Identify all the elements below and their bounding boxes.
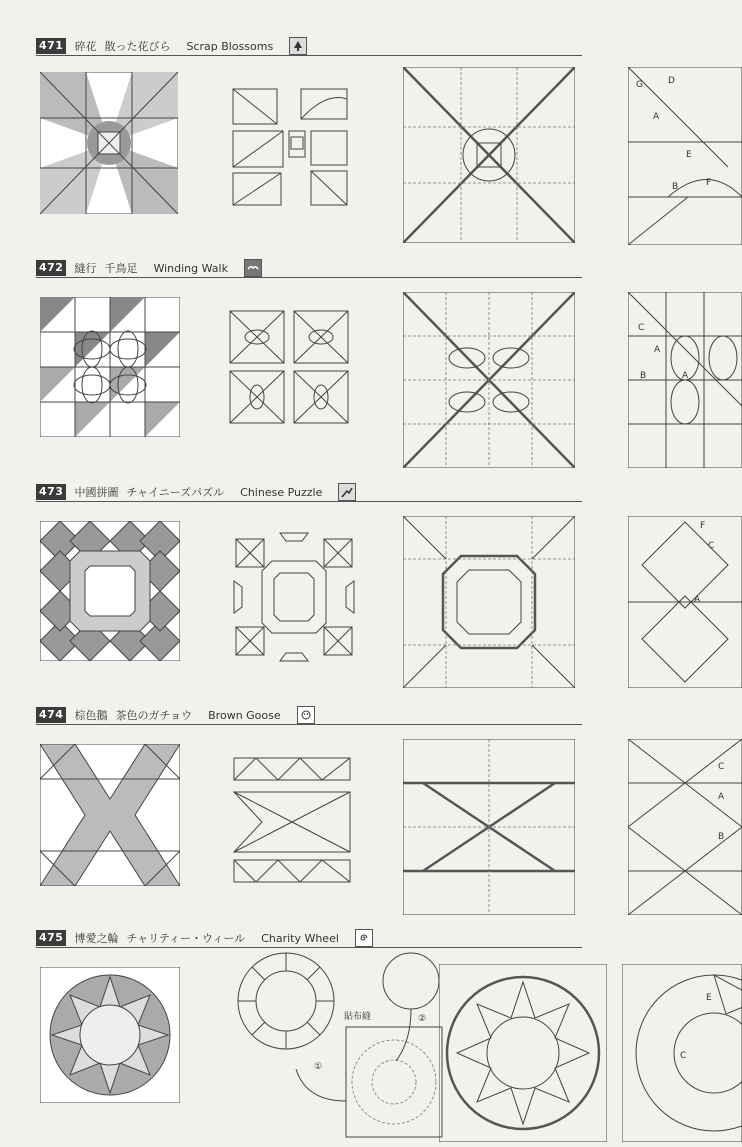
- section-474: [36, 706, 742, 842]
- block-exploded-view: [232, 756, 352, 884]
- block-template-view: [403, 292, 575, 468]
- piece-label: E: [686, 150, 692, 160]
- piece-label: B: [640, 371, 647, 381]
- figures-475: [36, 929, 742, 1139]
- piece-label: B: [672, 182, 679, 192]
- english-name: Brown Goose: [208, 708, 281, 722]
- piece-label: C: [718, 762, 725, 772]
- piece-label: D: [668, 76, 675, 86]
- block-pattern-pieces: [628, 292, 742, 468]
- piece-label: F: [706, 178, 712, 188]
- pattern-number: 475: [36, 930, 66, 946]
- piece-label: B: [718, 832, 725, 842]
- english-name: Scrap Blossoms: [186, 39, 274, 53]
- block-exploded-view: [231, 87, 351, 207]
- figures-473: [36, 483, 742, 693]
- section-471: [36, 37, 742, 192]
- step-marker: ①: [314, 1062, 323, 1072]
- block-colored-view: [40, 72, 178, 214]
- english-name: Charity Wheel: [261, 931, 339, 945]
- block-template-view: [403, 516, 575, 688]
- block-colored-view: [40, 967, 180, 1103]
- piece-label: C: [708, 541, 715, 551]
- figures-474: [36, 706, 742, 916]
- block-pattern-pieces: [628, 516, 742, 688]
- block-colored-view: [40, 297, 180, 437]
- block-applique-steps: [196, 951, 446, 1141]
- block-colored-view: [40, 744, 180, 886]
- piece-label: A: [654, 345, 661, 355]
- piece-label: F: [700, 521, 706, 531]
- japanese-name: チャイニーズパズル: [126, 486, 225, 499]
- japanese-name: チャリティー・ウィール: [126, 932, 246, 945]
- block-pattern-pieces: [628, 67, 742, 245]
- chinese-title: 博愛之輪: [74, 932, 119, 945]
- section-473: [36, 483, 742, 605]
- piece-label: A: [653, 112, 660, 122]
- chinese-title: 棕色鵝: [74, 709, 108, 722]
- figures-471: [36, 37, 742, 247]
- applique-note: 貼布縫: [344, 1012, 372, 1022]
- section-472: [36, 259, 742, 381]
- block-template-view: [403, 739, 575, 915]
- pattern-number: 471: [36, 38, 66, 54]
- piece-label: E: [706, 993, 712, 1003]
- japanese-name: 茶色のガチョウ: [115, 709, 193, 722]
- piece-label: G: [636, 80, 643, 90]
- step-marker: ②: [418, 1014, 427, 1024]
- japanese-name: 千鳥足: [104, 262, 138, 275]
- section-475: [36, 929, 742, 1072]
- chinese-title: 中國拼圖: [74, 486, 119, 499]
- block-pattern-pieces: [622, 964, 742, 1142]
- chinese-title: 碎花: [74, 40, 97, 53]
- english-name: Winding Walk: [153, 261, 228, 275]
- block-colored-view: [40, 521, 180, 661]
- figures-472: [36, 259, 742, 469]
- pattern-number: 473: [36, 484, 66, 500]
- piece-label: A: [694, 595, 701, 605]
- piece-label: A: [718, 792, 725, 802]
- pattern-number: 474: [36, 707, 66, 723]
- piece-label: C: [680, 1051, 687, 1061]
- block-pattern-pieces: [628, 739, 742, 915]
- japanese-name: 散った花びら: [104, 40, 171, 53]
- english-name: Chinese Puzzle: [240, 485, 323, 499]
- block-exploded-view: [228, 309, 352, 425]
- block-template-view: [403, 67, 575, 243]
- block-exploded-view: [232, 531, 356, 663]
- chinese-title: 縫行: [74, 262, 97, 275]
- pattern-number: 472: [36, 260, 66, 276]
- piece-label: C: [638, 323, 645, 333]
- piece-label: A: [682, 371, 689, 381]
- block-template-view: [439, 964, 607, 1142]
